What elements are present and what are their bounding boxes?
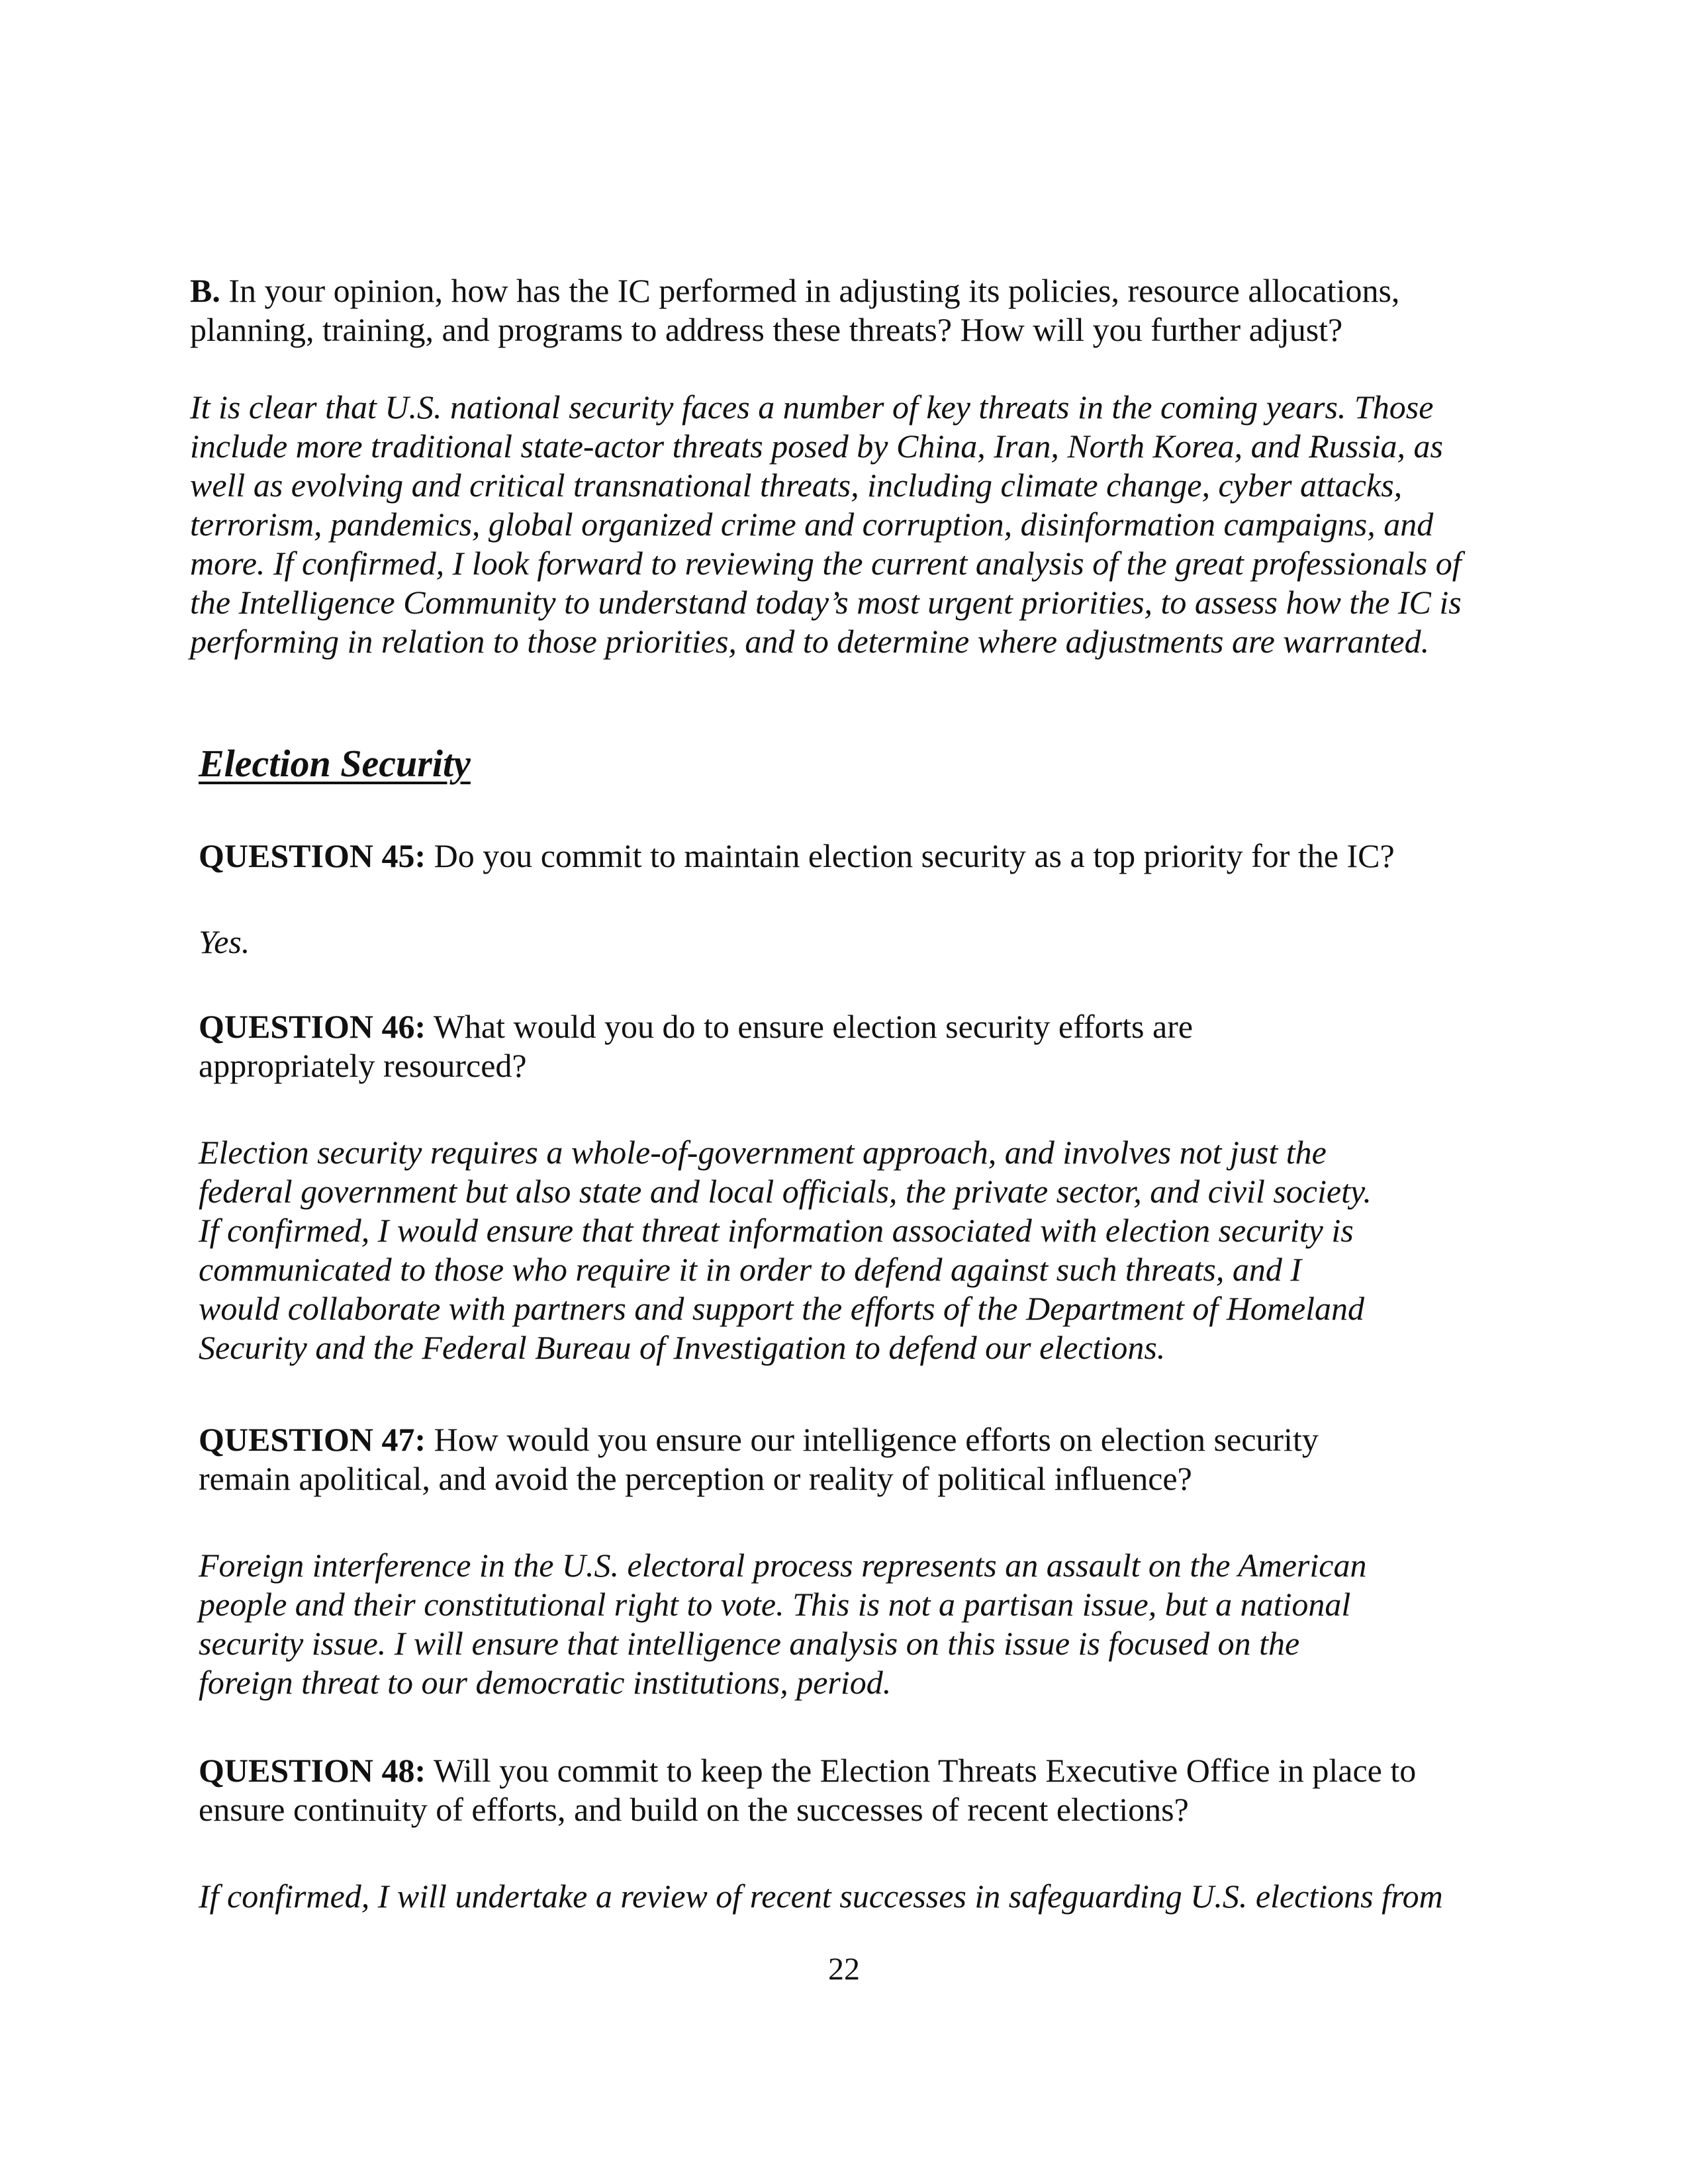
answer-46-line: If confirmed, I would ensure that threat information associated with election security is (199, 1212, 1354, 1249)
question-45-text: Do you commit to maintain election security as a top priority for the IC? (426, 837, 1395, 874)
answer-b-line: well as evolving and critical transnational threats, including climate change, cyber attacks, (190, 467, 1403, 504)
page-number: 22 (828, 1952, 860, 1987)
answer-46 (199, 1133, 1372, 1367)
question-45-label: QUESTION 45: (199, 837, 426, 874)
question-b-text-1: In your opinion, how has the IC performed in adjusting its policies, resource allocations, (220, 272, 1400, 309)
question-48-label: QUESTION 48: (199, 1752, 426, 1789)
answer-47-line: people and their constitutional right to vote. This is not a partisan issue, but a national (199, 1586, 1351, 1623)
answer-46-line: communicated to those who require it in order to defend against such threats, and I (199, 1251, 1302, 1288)
answer-b-line: It is clear that U.S. national security faces a number of key threats in the coming years. Those (190, 388, 1434, 426)
section-heading: Election Security (199, 742, 471, 785)
question-47-line-2: remain apolitical, and avoid the perception or reality of political influence? (199, 1460, 1192, 1497)
answer-b-line: the Intelligence Community to understand today’s most urgent priorities, to assess how the IC is (190, 584, 1462, 621)
question-b-line-1 (190, 271, 1399, 310)
answer-48-line: If confirmed, I will undertake a review of recent successes in safeguarding U.S. elections from (199, 1878, 1443, 1915)
question-48-line-1 (199, 1751, 1416, 1790)
question-45-line (199, 837, 1395, 876)
answer-b-line: performing in relation to those priorities, and to determine where adjustments are warranted. (190, 623, 1430, 660)
answer-b-line: terrorism, pandemics, global organized crime and corruption, disinformation campaigns, and (190, 506, 1434, 543)
answer-b-line: include more traditional state-actor threats posed by China, Iran, North Korea, and Russia, as (190, 428, 1443, 465)
answer-46-line: Election security requires a whole-of-government approach, and involves not just the (199, 1134, 1327, 1171)
answer-48 (199, 1877, 1443, 1916)
answer-b-line: more. If confirmed, I look forward to reviewing the current analysis of the great professionals of (190, 545, 1462, 582)
question-47-text-1: How would you ensure our intelligence efforts on election security (426, 1421, 1319, 1458)
answer-46-line: would collaborate with partners and support the efforts of the Department of Homeland (199, 1290, 1365, 1327)
answer-46-line: federal government but also state and local officials, the private sector, and civil society. (199, 1173, 1372, 1210)
answer-45 (199, 923, 250, 962)
question-47-label: QUESTION 47: (199, 1421, 426, 1458)
question-47 (199, 1420, 1319, 1498)
answer-b (190, 388, 1462, 661)
answer-46-line: Security and the Federal Bureau of Investigation to defend our elections. (199, 1329, 1166, 1366)
question-48-line-2: ensure continuity of efforts, and build on the successes of recent elections? (199, 1791, 1189, 1828)
answer-47-line: foreign threat to our democratic institutions, period. (199, 1664, 892, 1701)
question-47-line-1 (199, 1420, 1319, 1459)
question-46 (199, 1007, 1193, 1085)
question-48 (199, 1751, 1416, 1829)
question-46-label: QUESTION 46: (199, 1008, 426, 1045)
question-46-line-2: appropriately resourced? (199, 1047, 527, 1084)
question-b (190, 271, 1399, 349)
question-46-text-1: What would you do to ensure election security efforts are (426, 1008, 1194, 1045)
question-46-line-1 (199, 1007, 1193, 1046)
answer-47-line: Foreign interference in the U.S. electoral process represents an assault on the American (199, 1547, 1367, 1584)
answer-45-line: Yes. (199, 923, 250, 960)
answer-47 (199, 1546, 1366, 1702)
answer-47-line: security issue. I will ensure that intelligence analysis on this issue is focused on the (199, 1625, 1300, 1662)
question-45 (199, 837, 1395, 876)
question-b-line-2: planning, training, and programs to address these threats? How will you further adjust? (190, 311, 1343, 348)
question-b-label: B. (190, 272, 220, 309)
question-48-text-1: Will you commit to keep the Election Threats Executive Office in place to (426, 1752, 1417, 1789)
